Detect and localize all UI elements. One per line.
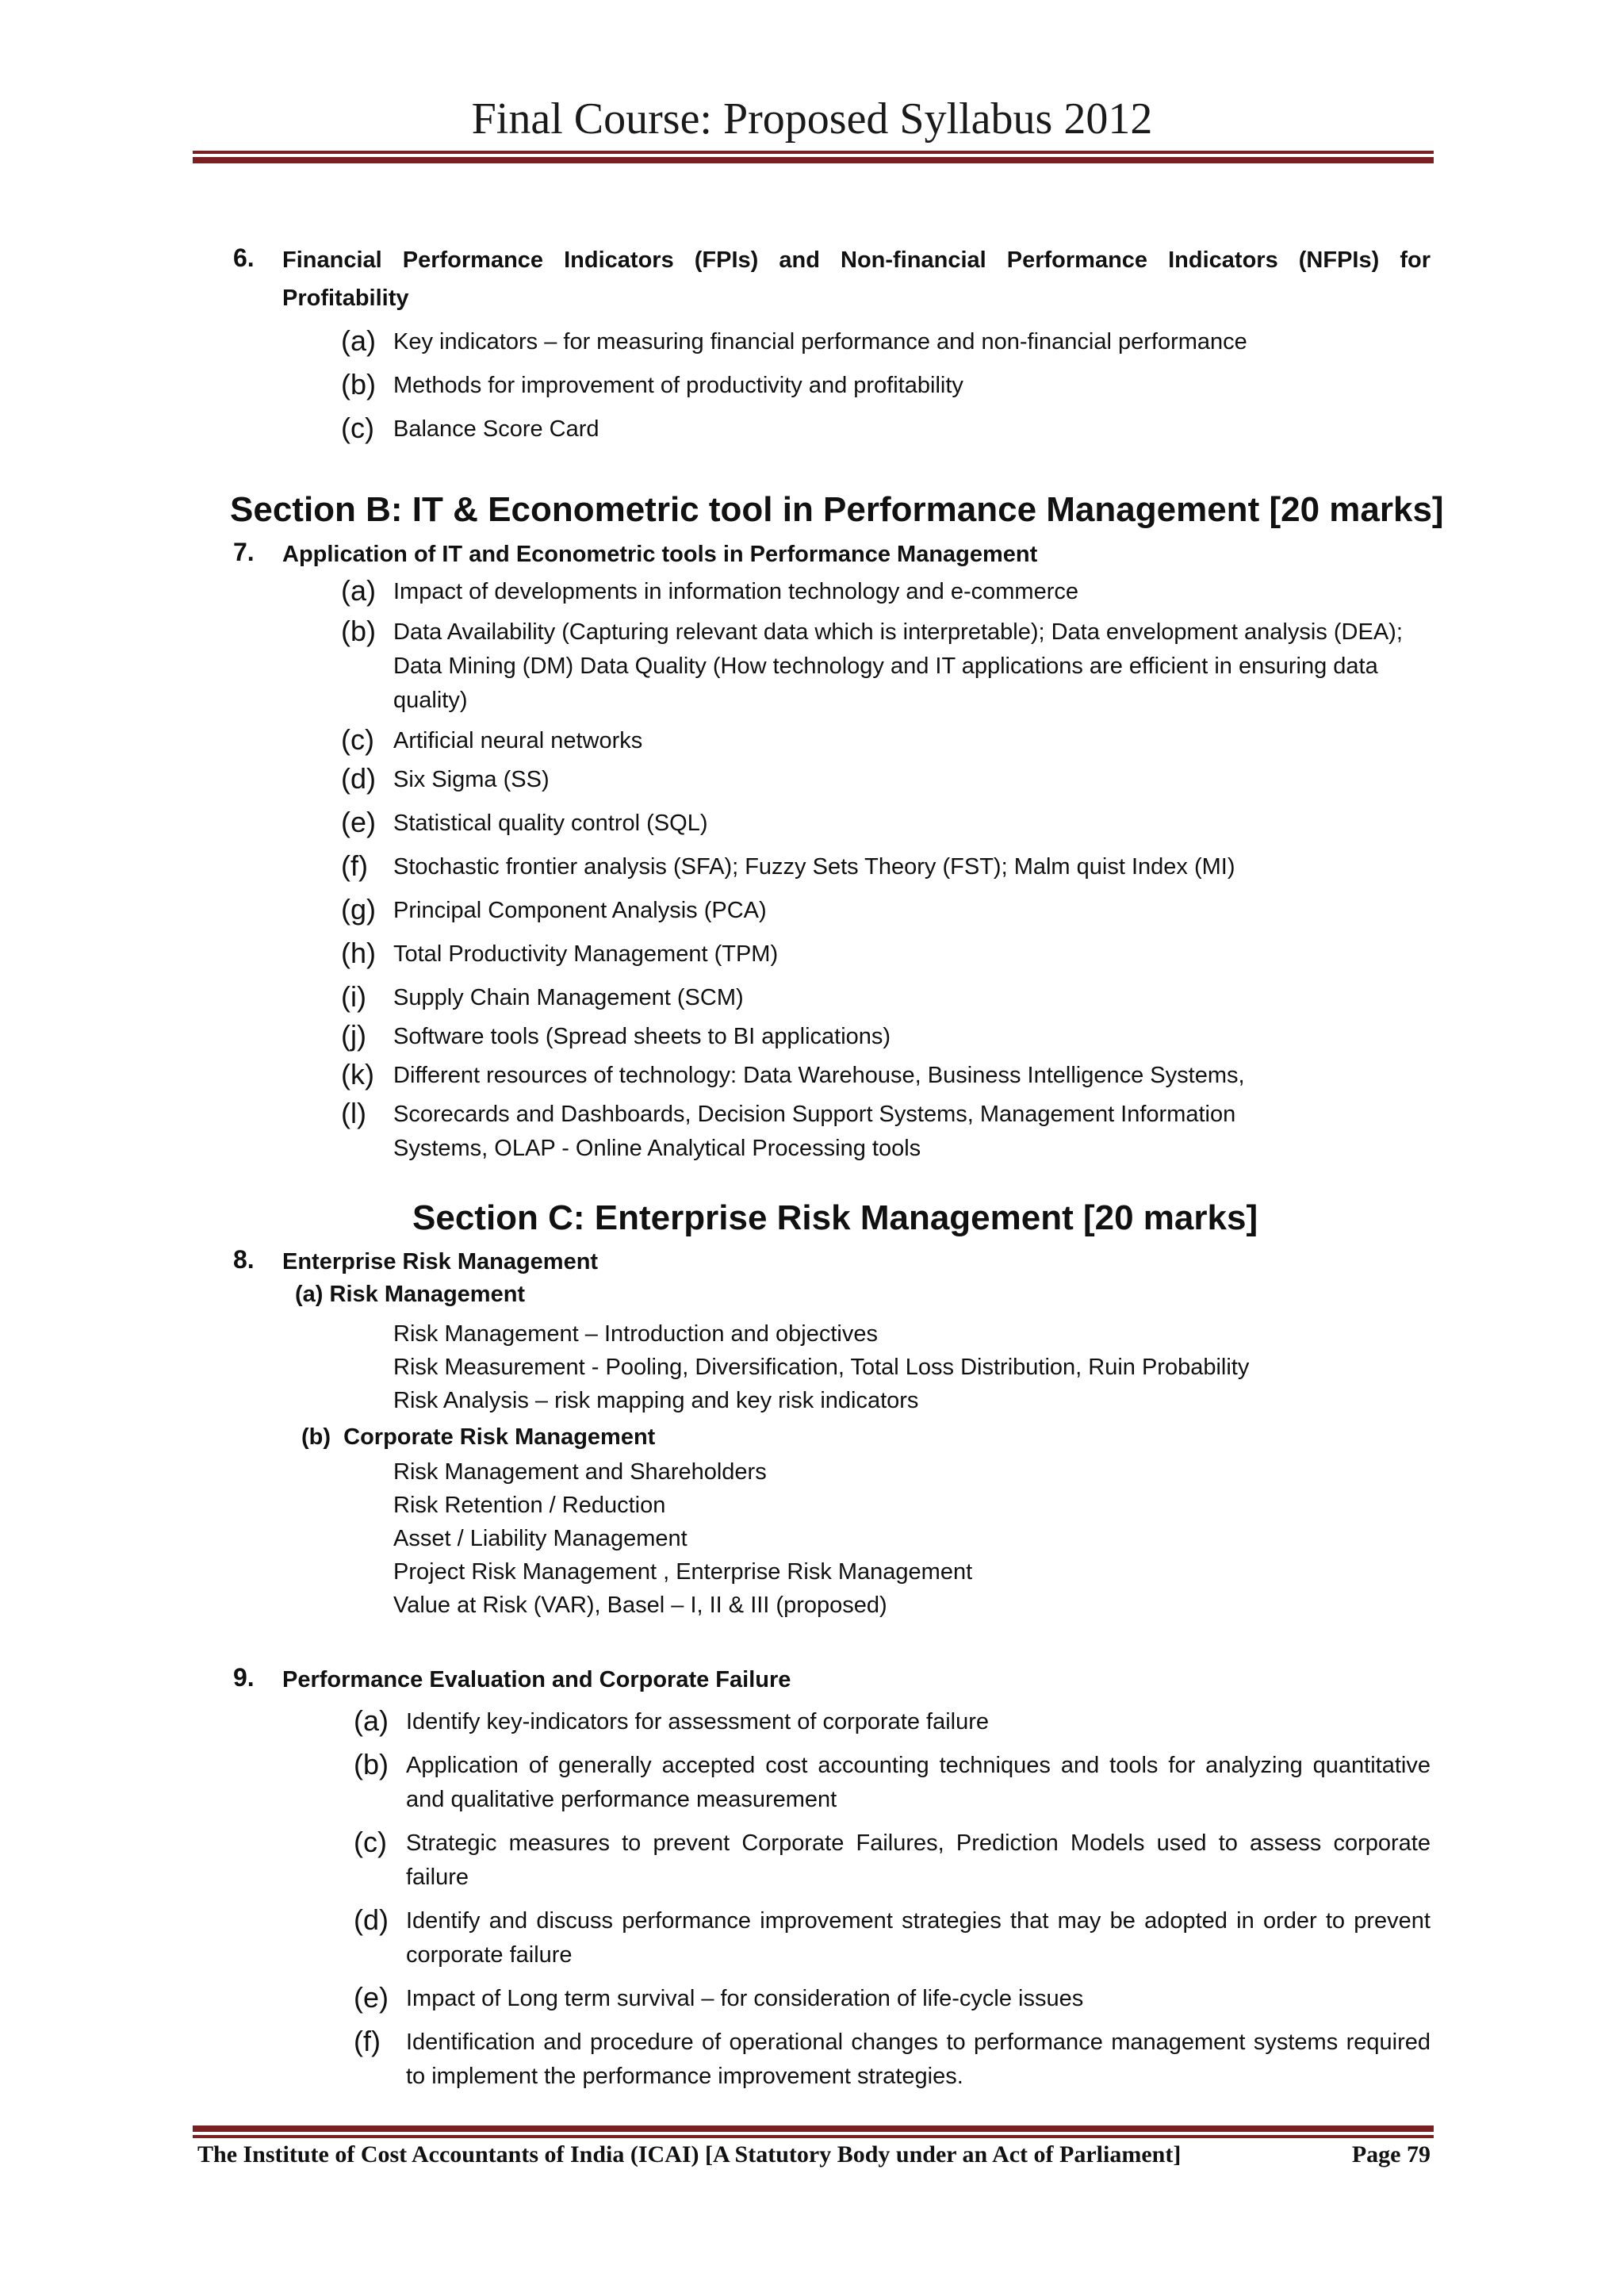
topic-8-title: Enterprise Risk Management	[282, 1249, 599, 1274]
item-text: Application of generally accepted cost accounting techniques and tools for analyzing quantitative and qualitative performance measurement	[406, 1753, 1431, 1812]
item-label: (k)	[341, 1058, 374, 1091]
list-item	[341, 1020, 1435, 1054]
item-label: (j)	[341, 1019, 366, 1052]
footer	[197, 2141, 1431, 2168]
list-item	[341, 850, 1435, 884]
list-item	[354, 1749, 1431, 1817]
item-text: Scorecards and Dashboards, Decision Support Systems, Management Information Systems, OLAP - Online Analytical Processing tools	[393, 1102, 1236, 1161]
list-item	[341, 412, 1435, 447]
item-text: Stochastic frontier analysis (SFA); Fuzzy Sets Theory (FST); Malm quist Index (MI)	[393, 854, 1235, 880]
list-item	[354, 1982, 1431, 2016]
item-label: (d)	[341, 762, 376, 795]
item-text: Strategic measures to prevent Corporate Failures, Prediction Models used to assess corporate failure	[406, 1830, 1431, 1890]
list-item	[341, 724, 1435, 758]
topic-8-number: 8.	[233, 1245, 255, 1274]
item-text: Impact of Long term survival – for consideration of life-cycle issues	[406, 1986, 1084, 2011]
item-text: Principal Component Analysis (PCA)	[393, 898, 767, 923]
item-text: Key indicators – for measuring financial performance and non-financial performance	[393, 329, 1247, 355]
topic-8-sub-a-line: Risk Analysis – risk mapping and key risk indicators	[393, 1388, 919, 1413]
item-label: (e)	[341, 806, 376, 838]
list-item	[341, 1098, 1435, 1166]
list-item	[341, 937, 1435, 972]
item-label: (c)	[341, 412, 374, 444]
topic-9-number: 9.	[233, 1663, 255, 1692]
list-item	[354, 1705, 1431, 1739]
topic-9-items	[354, 1705, 1431, 2103]
topic-9-title: Performance Evaluation and Corporate Failure	[282, 1667, 791, 1692]
footer-institute: The Institute of Cost Accountants of India (ICAI) [A Statutory Body under an Act of Parliament]	[197, 2141, 1182, 2168]
item-label: (g)	[341, 893, 376, 926]
item-label: (b)	[341, 615, 376, 647]
list-item	[354, 2026, 1431, 2094]
item-label: (l)	[341, 1097, 366, 1129]
item-label: (f)	[354, 2025, 381, 2057]
section-c-title: Section C: Enterprise Risk Management [20 marks]	[412, 1198, 1258, 1237]
topic-8-sub-b-line: Risk Retention / Reduction	[393, 1493, 666, 1518]
header-rule-thin	[193, 151, 1434, 154]
list-item	[341, 369, 1435, 403]
item-label: (h)	[341, 937, 376, 969]
item-label: (a)	[341, 574, 376, 607]
topic-8-sub-b-line: Asset / Liability Management	[393, 1526, 688, 1551]
item-label: (b)	[354, 1748, 389, 1780]
footer-rule-thin	[193, 2135, 1434, 2138]
footer-rule-thick	[193, 2125, 1434, 2132]
item-text: Six Sigma (SS)	[393, 767, 550, 792]
item-label: (c)	[354, 1826, 387, 1858]
topic-8-sub-b-line: Risk Management and Shareholders	[393, 1459, 767, 1485]
item-text: Software tools (Spread sheets to BI applications)	[393, 1024, 891, 1049]
topic-6-title-cont: Profitability	[282, 286, 409, 311]
topic-6-title: Financial Performance Indicators (FPIs) and Non-financial Performance Indicators (NFPIs) for	[282, 247, 1431, 273]
list-item	[341, 981, 1435, 1015]
item-text: Statistical quality control (SQL)	[393, 811, 708, 836]
topic-7-number: 7.	[233, 538, 255, 566]
item-text: Different resources of technology: Data Warehouse, Business Intelligence Systems,	[393, 1063, 1245, 1088]
item-text: Identify and discuss performance improvement strategies that may be adopted in order to prevent corporate failure	[406, 1908, 1431, 1968]
item-label: (f)	[341, 849, 368, 882]
topic-8-sub-a-line: Risk Measurement - Pooling, Diversification, Total Loss Distribution, Ruin Probability	[393, 1355, 1250, 1380]
item-label: (d)	[354, 1903, 389, 1936]
item-text: Supply Chain Management (SCM)	[393, 985, 744, 1010]
item-text: Identification and procedure of operational changes to performance management systems required to implement the performance improvement strategies.	[406, 2030, 1431, 2089]
item-label: (i)	[341, 980, 366, 1013]
list-item	[354, 1826, 1431, 1895]
header-rule-thick	[193, 157, 1434, 163]
list-item	[341, 575, 1435, 609]
list-item	[341, 807, 1435, 841]
item-text: Balance Score Card	[393, 416, 599, 442]
item-label: (b)	[341, 368, 376, 401]
item-text: Total Productivity Management (TPM)	[393, 941, 779, 967]
list-item	[341, 1059, 1435, 1093]
list-item	[354, 1904, 1431, 1972]
topic-7-title: Application of IT and Econometric tools in Performance Management	[282, 542, 1038, 567]
topic-8-sub-b-title: (b) Corporate Risk Management	[301, 1424, 656, 1450]
topic-8-sub-b-line: Value at Risk (VAR), Basel – I, II & III (proposed)	[393, 1593, 887, 1618]
item-label: (a)	[341, 324, 376, 357]
list-item	[341, 894, 1435, 928]
page-number: Page 79	[1351, 2141, 1431, 2168]
item-text: Data Availability (Capturing relevant data which is interpretable); Data envelopment analysis (DEA); Data Mining (DM) Data Quality (How technology and IT applications are efficient in ensuring data quality)	[393, 619, 1403, 713]
item-text: Methods for improvement of productivity and profitability	[393, 373, 963, 398]
topic-7-items	[341, 575, 1435, 1175]
item-label: (c)	[341, 723, 374, 756]
item-text: Identify key-indicators for assessment of corporate failure	[406, 1709, 989, 1734]
topic-6-items	[341, 325, 1435, 456]
item-text: Artificial neural networks	[393, 728, 643, 753]
list-item	[341, 615, 1435, 718]
page-header: Final Course: Proposed Syllabus 2012	[471, 94, 1153, 144]
topic-6-number: 6.	[233, 243, 255, 272]
topic-8-sub-a-title: (a) Risk Management	[295, 1282, 526, 1307]
list-item	[341, 325, 1435, 359]
list-item	[341, 763, 1435, 797]
item-text: Impact of developments in information technology and e-commerce	[393, 579, 1078, 604]
item-label: (a)	[354, 1704, 389, 1737]
topic-8-sub-a-line: Risk Management – Introduction and objectives	[393, 1321, 878, 1347]
topic-8-sub-b-line: Project Risk Management , Enterprise Risk Management	[393, 1559, 973, 1585]
section-b-title: Section B: IT & Econometric tool in Performance Management [20 marks]	[230, 490, 1444, 529]
item-label: (e)	[354, 1981, 389, 2014]
